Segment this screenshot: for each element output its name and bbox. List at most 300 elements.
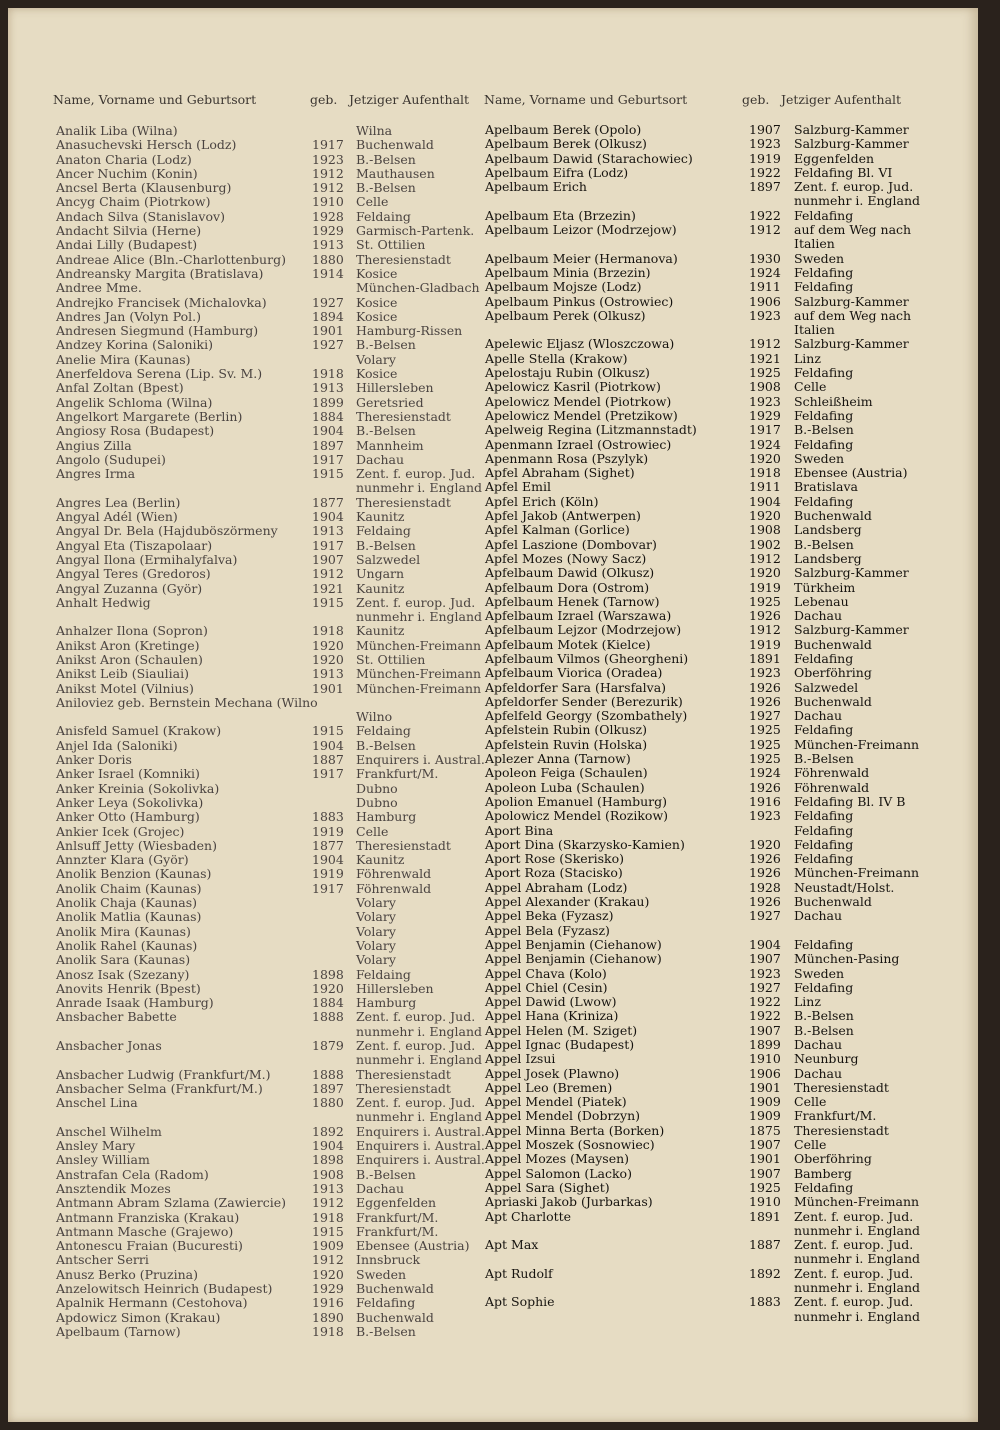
entry-name: Ancyg Chaim (Piotrkow) xyxy=(56,194,211,210)
list-item xyxy=(56,1268,496,1282)
entry-place: Hamburg xyxy=(356,995,417,1011)
list-item xyxy=(56,1096,496,1110)
entry-name: Apfel Jakob (Antwerpen) xyxy=(485,508,641,524)
list-item xyxy=(485,223,954,237)
entry-year xyxy=(312,910,356,924)
entry-place: nunmehr i. England xyxy=(794,1222,921,1238)
entry-year: 1920 xyxy=(749,836,781,852)
entry-year: 1911 xyxy=(749,479,781,495)
entry-place: Theresienstadt xyxy=(356,1080,451,1096)
list-item xyxy=(56,982,496,996)
entry-year: 1920 xyxy=(749,508,781,524)
entry-name xyxy=(485,1310,749,1324)
list-item xyxy=(485,366,954,380)
entry-name: Apelbaum Meier (Hermanova) xyxy=(485,250,678,266)
entry-name: Apelbaum Eta (Brzezin) xyxy=(485,207,636,223)
entry-year: 1928 xyxy=(749,879,781,895)
entry-place: Dachau xyxy=(794,1065,843,1081)
entry-place: München-Freimann xyxy=(356,666,482,682)
entry-year: 1926 xyxy=(749,679,781,695)
entry-place: Dachau xyxy=(794,908,843,924)
entry-year: 1923 xyxy=(749,665,781,681)
list-item xyxy=(485,380,954,394)
list-item xyxy=(56,1325,496,1339)
list-item xyxy=(485,938,954,952)
list-item xyxy=(56,496,496,510)
entry-place: Frankfurt/M. xyxy=(794,1108,877,1124)
list-item xyxy=(485,409,954,423)
entry-name: Appel Abraham (Lodz) xyxy=(485,879,628,895)
entry-place: B.-Belsen xyxy=(794,536,854,552)
entry-place: Feldaing xyxy=(356,966,411,982)
entry-name: Angyal Teres (Gredoros) xyxy=(56,566,211,582)
entry-name: Ancsel Berta (Klausenburg) xyxy=(56,180,232,196)
entry-year: 1913 xyxy=(312,380,344,396)
entry-name: Angyal Dr. Bela (Hajduböszörmeny xyxy=(56,523,278,539)
entry-name: Apdowicz Simon (Krakau) xyxy=(56,1309,221,1325)
list-item xyxy=(56,1282,496,1296)
entry-year: 1918 xyxy=(312,1323,344,1339)
entry-year: 1927 xyxy=(312,337,344,353)
entry-place: Feldafing xyxy=(794,722,854,738)
entry-year: 1919 xyxy=(749,579,781,595)
entry-place: Kosice xyxy=(356,308,398,324)
entry-place: auf dem Weg nach xyxy=(794,222,912,238)
entry-place: Dachau xyxy=(794,708,843,724)
entry-year: 1927 xyxy=(749,708,781,724)
entry-name: Appel Sara (Sighet) xyxy=(485,1179,610,1195)
entry-name: Andresen Siegmund (Hamburg) xyxy=(56,323,259,339)
entry-name: Ansbacher Selma (Frankfurt/M.) xyxy=(56,1080,263,1096)
list-item xyxy=(485,352,954,366)
entry-name: Aniloviez geb. Bernstein Mechana (Wilno xyxy=(56,694,318,710)
entry-name: Apt Sophie xyxy=(485,1294,555,1310)
entry-year: 1926 xyxy=(749,851,781,867)
entry-year: 1912 xyxy=(312,566,344,582)
entry-name: Apolowicz Mendel (Rozikow) xyxy=(485,808,669,824)
entry-name: Apelbaum Berek (Opolo) xyxy=(485,122,642,137)
entry-name: Aport Dina (Skarzysko-Kamien) xyxy=(485,836,685,852)
entry-year: 1891 xyxy=(749,1208,781,1224)
list-item xyxy=(56,682,496,696)
list-item xyxy=(56,782,496,796)
entry-year: 1904 xyxy=(749,936,781,952)
list-item xyxy=(56,810,496,824)
list-item xyxy=(56,138,496,152)
entry-name: Apfelbaum Dawid (Olkusz) xyxy=(485,565,655,581)
list-item xyxy=(485,309,954,323)
entry-year xyxy=(312,710,356,724)
entry-name: Anker Kreinia (Sokolivka) xyxy=(56,780,220,796)
entry-place: B.-Belsen xyxy=(794,1008,854,1024)
entry-year xyxy=(749,824,794,838)
entry-place: Dachau xyxy=(356,1180,405,1196)
list-item xyxy=(485,1295,954,1309)
left-header-place: Jetziger Aufenthalt xyxy=(349,92,470,107)
entry-name: Appel Hana (Kriniza) xyxy=(485,1008,619,1024)
entry-place xyxy=(794,924,954,938)
entry-name: Apelbaum (Tarnow) xyxy=(56,1323,181,1339)
entry-place: Feldafing xyxy=(794,493,854,509)
entry-place: Feldafing xyxy=(794,207,854,223)
list-item xyxy=(56,582,496,596)
entry-place: Buchenwald xyxy=(794,894,872,910)
entry-place: B.-Belsen xyxy=(356,1166,416,1182)
list-item xyxy=(56,1311,496,1325)
entry-name xyxy=(56,481,312,495)
entry-name: Anker Doris xyxy=(56,752,132,768)
list-item xyxy=(56,210,496,224)
entry-year: 1923 xyxy=(312,151,344,167)
entry-place: Theresienstadt xyxy=(356,408,451,424)
entry-name: Appel Beka (Fyzasz) xyxy=(485,908,614,924)
entry-name: Aport Rose (Skerisko) xyxy=(485,851,625,867)
entry-name: Apfelstein Ruvin (Holska) xyxy=(485,736,648,752)
list-item xyxy=(56,238,496,252)
entry-year: 1906 xyxy=(749,293,781,309)
list-item xyxy=(485,1081,954,1095)
entry-place: Zent. f. europ. Jud. xyxy=(794,1208,914,1224)
entry-year: 1904 xyxy=(312,852,344,868)
entry-place: Volary xyxy=(356,895,396,911)
entry-place: Buchenwald xyxy=(356,1281,434,1297)
list-item xyxy=(485,595,954,609)
entry-name: Aplezer Anna (Tarnow) xyxy=(485,751,631,767)
entry-name: Apelowicz Kasril (Piotrkow) xyxy=(485,379,661,395)
entry-name: Apelbaum Mojsze (Lodz) xyxy=(485,279,642,295)
list-item xyxy=(56,724,496,738)
entry-name: Apelbaum Perek (Olkusz) xyxy=(485,307,646,323)
list-item xyxy=(56,1253,496,1267)
entry-name: Angres Irma xyxy=(56,466,136,482)
list-item xyxy=(56,653,496,667)
entry-place: Innsbruck xyxy=(356,1252,421,1268)
entry-year: 1904 xyxy=(749,493,781,509)
entry-name: Anolik Chaja (Kaunas) xyxy=(56,895,198,911)
entry-name xyxy=(56,710,312,724)
entry-place: Sweden xyxy=(794,450,845,466)
list-item xyxy=(485,895,954,909)
entry-name: Apelowicz Mendel (Pretzikow) xyxy=(485,407,678,423)
entry-name: Apfelbaum Motek (Kielce) xyxy=(485,636,651,652)
entry-name xyxy=(485,1224,749,1238)
entry-place: Bamberg xyxy=(794,1165,852,1181)
list-item xyxy=(485,781,954,795)
entry-place: Zent. f. europ. Jud. xyxy=(356,594,476,610)
list-item xyxy=(485,1067,954,1081)
entry-place: Celle xyxy=(794,1094,827,1110)
entry-name: Anjel Ida (Saloniki) xyxy=(56,737,178,753)
entry-name: Ansbacher Jonas xyxy=(56,1038,162,1053)
entry-year: 1913 xyxy=(312,1180,344,1196)
entry-name: Apfelbaum Izrael (Warszawa) xyxy=(485,608,672,624)
entry-year: 1917 xyxy=(312,537,344,553)
left-header-name: Name, Vorname und Geburtsort xyxy=(53,92,257,107)
entry-year: 1923 xyxy=(749,393,781,409)
list-item xyxy=(485,1167,954,1181)
right-header-name: Name, Vorname und Geburtsort xyxy=(484,92,688,107)
entry-place: Eggenfelden xyxy=(794,150,875,166)
list-item xyxy=(485,695,954,709)
entry-name: Appel Salomon (Lacko) xyxy=(485,1165,632,1181)
entry-name: Ankier Icek (Grojec) xyxy=(56,823,185,839)
list-item xyxy=(56,610,496,624)
list-item xyxy=(485,552,954,566)
entry-year: 1915 xyxy=(312,1223,344,1239)
list-item xyxy=(56,153,496,167)
entry-place: München-Freimann xyxy=(356,637,482,653)
entry-name: Appel Benjamin (Ciehanow) xyxy=(485,936,662,952)
entry-name: Andzey Korina (Saloniki) xyxy=(56,337,213,353)
entry-year: 1917 xyxy=(312,880,344,896)
list-item xyxy=(485,323,954,337)
entry-name xyxy=(485,194,749,208)
entry-name xyxy=(56,1053,312,1067)
list-item xyxy=(56,939,496,953)
entry-year: 1926 xyxy=(749,779,781,795)
entry-name: Anelie Mira (Kaunas) xyxy=(56,351,191,367)
entry-place: Feldafing xyxy=(794,436,854,452)
entry-name: Appel Ignac (Budapest) xyxy=(485,1037,635,1052)
entry-place: Eggenfelden xyxy=(356,1195,437,1211)
entry-name: Appel Alexander (Krakau) xyxy=(485,894,650,910)
entry-place: Kosice xyxy=(356,265,398,281)
list-item xyxy=(485,581,954,595)
entry-year: 1925 xyxy=(749,365,781,381)
list-item xyxy=(56,910,496,924)
entry-year: 1912 xyxy=(312,1252,344,1268)
list-item xyxy=(56,796,496,810)
entry-year: 1915 xyxy=(312,466,344,482)
entry-year: 1928 xyxy=(312,208,344,224)
list-item xyxy=(56,667,496,681)
list-item xyxy=(485,509,954,523)
entry-year: 1927 xyxy=(749,908,781,924)
entry-place: Feldaing xyxy=(356,208,411,224)
entry-place: Zent. f. europ. Jud. xyxy=(356,1095,476,1111)
entry-year: 1925 xyxy=(749,722,781,738)
list-item xyxy=(56,310,496,324)
entry-name: Anikst Aron (Kretinge) xyxy=(56,637,200,653)
entry-place: Türkheim xyxy=(794,579,856,595)
entry-year: 1920 xyxy=(749,565,781,581)
list-item xyxy=(485,523,954,537)
entry-name: Anker Otto (Hamburg) xyxy=(56,809,200,825)
entry-place: Feldafing xyxy=(794,808,854,824)
list-item xyxy=(56,839,496,853)
list-item xyxy=(485,981,954,995)
entry-place: Ebensee (Austria) xyxy=(794,465,908,481)
entry-year xyxy=(749,1224,794,1238)
entry-place: Zent. f. europ. Jud. xyxy=(356,466,476,482)
list-item xyxy=(56,624,496,638)
entry-year xyxy=(312,782,356,796)
entry-name: Apelle Stella (Krakow) xyxy=(485,350,628,366)
entry-year: 1917 xyxy=(312,451,344,467)
list-item xyxy=(485,766,954,780)
entry-place: Kosice xyxy=(356,366,398,382)
entry-name: Apfel Erich (Köln) xyxy=(485,493,599,509)
list-item xyxy=(56,1168,496,1182)
entry-year: 1901 xyxy=(312,323,344,339)
left-header-year: geb. xyxy=(310,92,338,107)
entry-year xyxy=(312,1110,356,1124)
entry-year: 1920 xyxy=(312,651,344,667)
entry-year: 1919 xyxy=(312,823,344,839)
list-item xyxy=(56,968,496,982)
list-item xyxy=(56,953,496,967)
list-item xyxy=(56,596,496,610)
entry-name: Anosz Isak (Szezany) xyxy=(56,966,190,982)
entry-place: Feldafing xyxy=(794,365,854,381)
entry-year: 1909 xyxy=(749,1094,781,1110)
entry-year: 1901 xyxy=(749,1151,781,1167)
entry-place: Volary xyxy=(356,937,396,953)
entry-place: Feldafing xyxy=(794,264,854,280)
entry-name: Apt Rudolf xyxy=(485,1265,553,1281)
entry-name: Anschel Lina xyxy=(56,1095,138,1111)
entry-year: 1926 xyxy=(749,608,781,624)
list-item xyxy=(485,452,954,466)
list-item xyxy=(485,1152,954,1166)
entry-name: Anolik Chaim (Kaunas) xyxy=(56,880,202,896)
entry-place: Mauthausen xyxy=(356,165,435,181)
entry-place: B.-Belsen xyxy=(356,180,416,196)
entry-place: Feldafing xyxy=(794,836,854,852)
entry-year: 1899 xyxy=(749,1037,781,1052)
entry-year: 1923 xyxy=(749,307,781,323)
entry-place: Volary xyxy=(356,923,396,939)
entry-name: Appel Moszek (Sosnowiec) xyxy=(485,1137,655,1153)
entry-place: nunmehr i. England xyxy=(794,193,921,209)
entry-year: 1913 xyxy=(312,666,344,682)
entry-year: 1907 xyxy=(749,1137,781,1153)
entry-year xyxy=(312,1053,356,1067)
list-item xyxy=(56,825,496,839)
list-item xyxy=(56,1125,496,1139)
entry-name: Anhalzer Ilona (Sopron) xyxy=(56,623,208,639)
entry-name: Anovits Henrik (Bpest) xyxy=(56,980,201,996)
entry-year: 1929 xyxy=(312,223,344,239)
list-item xyxy=(56,1110,496,1124)
entry-year: 1877 xyxy=(312,837,344,853)
entry-place: Hillersleben xyxy=(356,380,434,396)
list-item xyxy=(485,666,954,680)
entry-place: Feldafing xyxy=(356,1295,416,1311)
entry-name: Apelbaum Leizor (Modrzejow) xyxy=(485,222,677,238)
entry-place: Dachau xyxy=(356,451,405,467)
entry-name: Appel Leo (Bremen) xyxy=(485,1079,613,1095)
entry-year: 1920 xyxy=(312,637,344,653)
entry-year: 1883 xyxy=(312,809,344,825)
entry-year: 1913 xyxy=(312,523,344,539)
entry-name: Apfelbaum Henek (Tarnow) xyxy=(485,593,660,609)
entry-name: Anzelowitsch Heinrich (Budapest) xyxy=(56,1281,273,1297)
entry-year xyxy=(312,481,356,495)
entry-year: 1904 xyxy=(312,737,344,753)
entry-name: Anasuchevski Hersch (Lodz) xyxy=(56,137,237,153)
entry-year: 1925 xyxy=(749,1179,781,1195)
entry-name: Anfal Zoltan (Bpest) xyxy=(56,380,184,396)
entry-year: 1883 xyxy=(749,1294,781,1310)
entry-year xyxy=(312,281,356,295)
entry-place: Celle xyxy=(356,194,389,210)
entry-place: Salzburg-Kammer xyxy=(794,122,909,137)
list-item xyxy=(485,1267,954,1281)
entry-place: Feldafing xyxy=(794,979,854,995)
list-item xyxy=(56,524,496,538)
entry-place: Buchenwald xyxy=(794,693,872,709)
entry-name: Apoleon Feiga (Schaulen) xyxy=(485,765,648,781)
entry-place: München-Freimann xyxy=(794,736,920,752)
entry-year xyxy=(312,939,356,953)
list-item xyxy=(485,1038,954,1052)
entry-name: Anerfeldova Serena (Lip. Sv. M.) xyxy=(56,366,263,382)
entry-name: Anrade Isaak (Hamburg) xyxy=(56,995,214,1011)
entry-place: Dubno xyxy=(356,780,398,796)
list-item xyxy=(56,338,496,352)
list-item xyxy=(56,324,496,338)
entry-place: Feldafing xyxy=(794,822,854,838)
entry-year: 1926 xyxy=(749,894,781,910)
list-item xyxy=(56,767,496,781)
entry-year xyxy=(749,1310,794,1324)
right-column xyxy=(485,123,954,1324)
entry-year: 1891 xyxy=(749,650,781,666)
list-item xyxy=(485,809,954,823)
entry-name: Apelowicz Mendel (Piotrkow) xyxy=(485,393,672,409)
entry-year: 1898 xyxy=(312,1152,344,1168)
list-item xyxy=(485,709,954,723)
entry-name: Apelbaum Pinkus (Ostrowiec) xyxy=(485,293,674,309)
entry-name: Angolo (Sudupei) xyxy=(56,451,166,467)
entry-year: 1922 xyxy=(749,1008,781,1024)
entry-name: Angyal Zuzanna (Györ) xyxy=(56,580,203,596)
entry-year: 1879 xyxy=(312,1038,344,1053)
entry-place: Zent. f. europ. Jud. xyxy=(794,179,914,195)
entry-year: 1916 xyxy=(312,1295,344,1311)
list-item xyxy=(485,1238,954,1252)
entry-name: Appel Mendel (Dobrzyn) xyxy=(485,1108,640,1124)
entry-year: 1904 xyxy=(312,509,344,525)
entry-place: Zent. f. europ. Jud. xyxy=(356,1009,476,1025)
list-item xyxy=(485,838,954,852)
entry-year xyxy=(312,610,356,624)
list-item xyxy=(485,280,954,294)
list-item xyxy=(56,481,496,495)
entry-year: 1901 xyxy=(312,680,344,696)
entry-place: Feldafing Bl. VI xyxy=(794,164,893,180)
entry-name: Angiosy Rosa (Budapest) xyxy=(56,423,215,439)
entry-name: Apriaski Jakob (Jurbarkas) xyxy=(485,1194,653,1210)
entry-year: 1916 xyxy=(749,793,781,809)
entry-name: Apelostaju Rubin (Olkusz) xyxy=(485,365,650,381)
entry-year: 1880 xyxy=(312,251,344,267)
entry-place: Dachau xyxy=(794,608,843,624)
entry-place: Wilno xyxy=(356,709,393,725)
entry-year: 1918 xyxy=(312,366,344,382)
entry-year: 1887 xyxy=(312,752,344,768)
entry-name: Ansbacher Babette xyxy=(56,1009,177,1025)
entry-year: 1908 xyxy=(749,522,781,538)
list-item xyxy=(485,480,954,494)
entry-year: 1927 xyxy=(312,294,344,310)
list-item xyxy=(56,124,496,138)
entry-year: 1915 xyxy=(312,594,344,610)
entry-place: Frankfurt/M. xyxy=(356,1209,439,1225)
entry-name: Antscher Serri xyxy=(56,1252,149,1268)
entry-year: 1919 xyxy=(312,866,344,882)
